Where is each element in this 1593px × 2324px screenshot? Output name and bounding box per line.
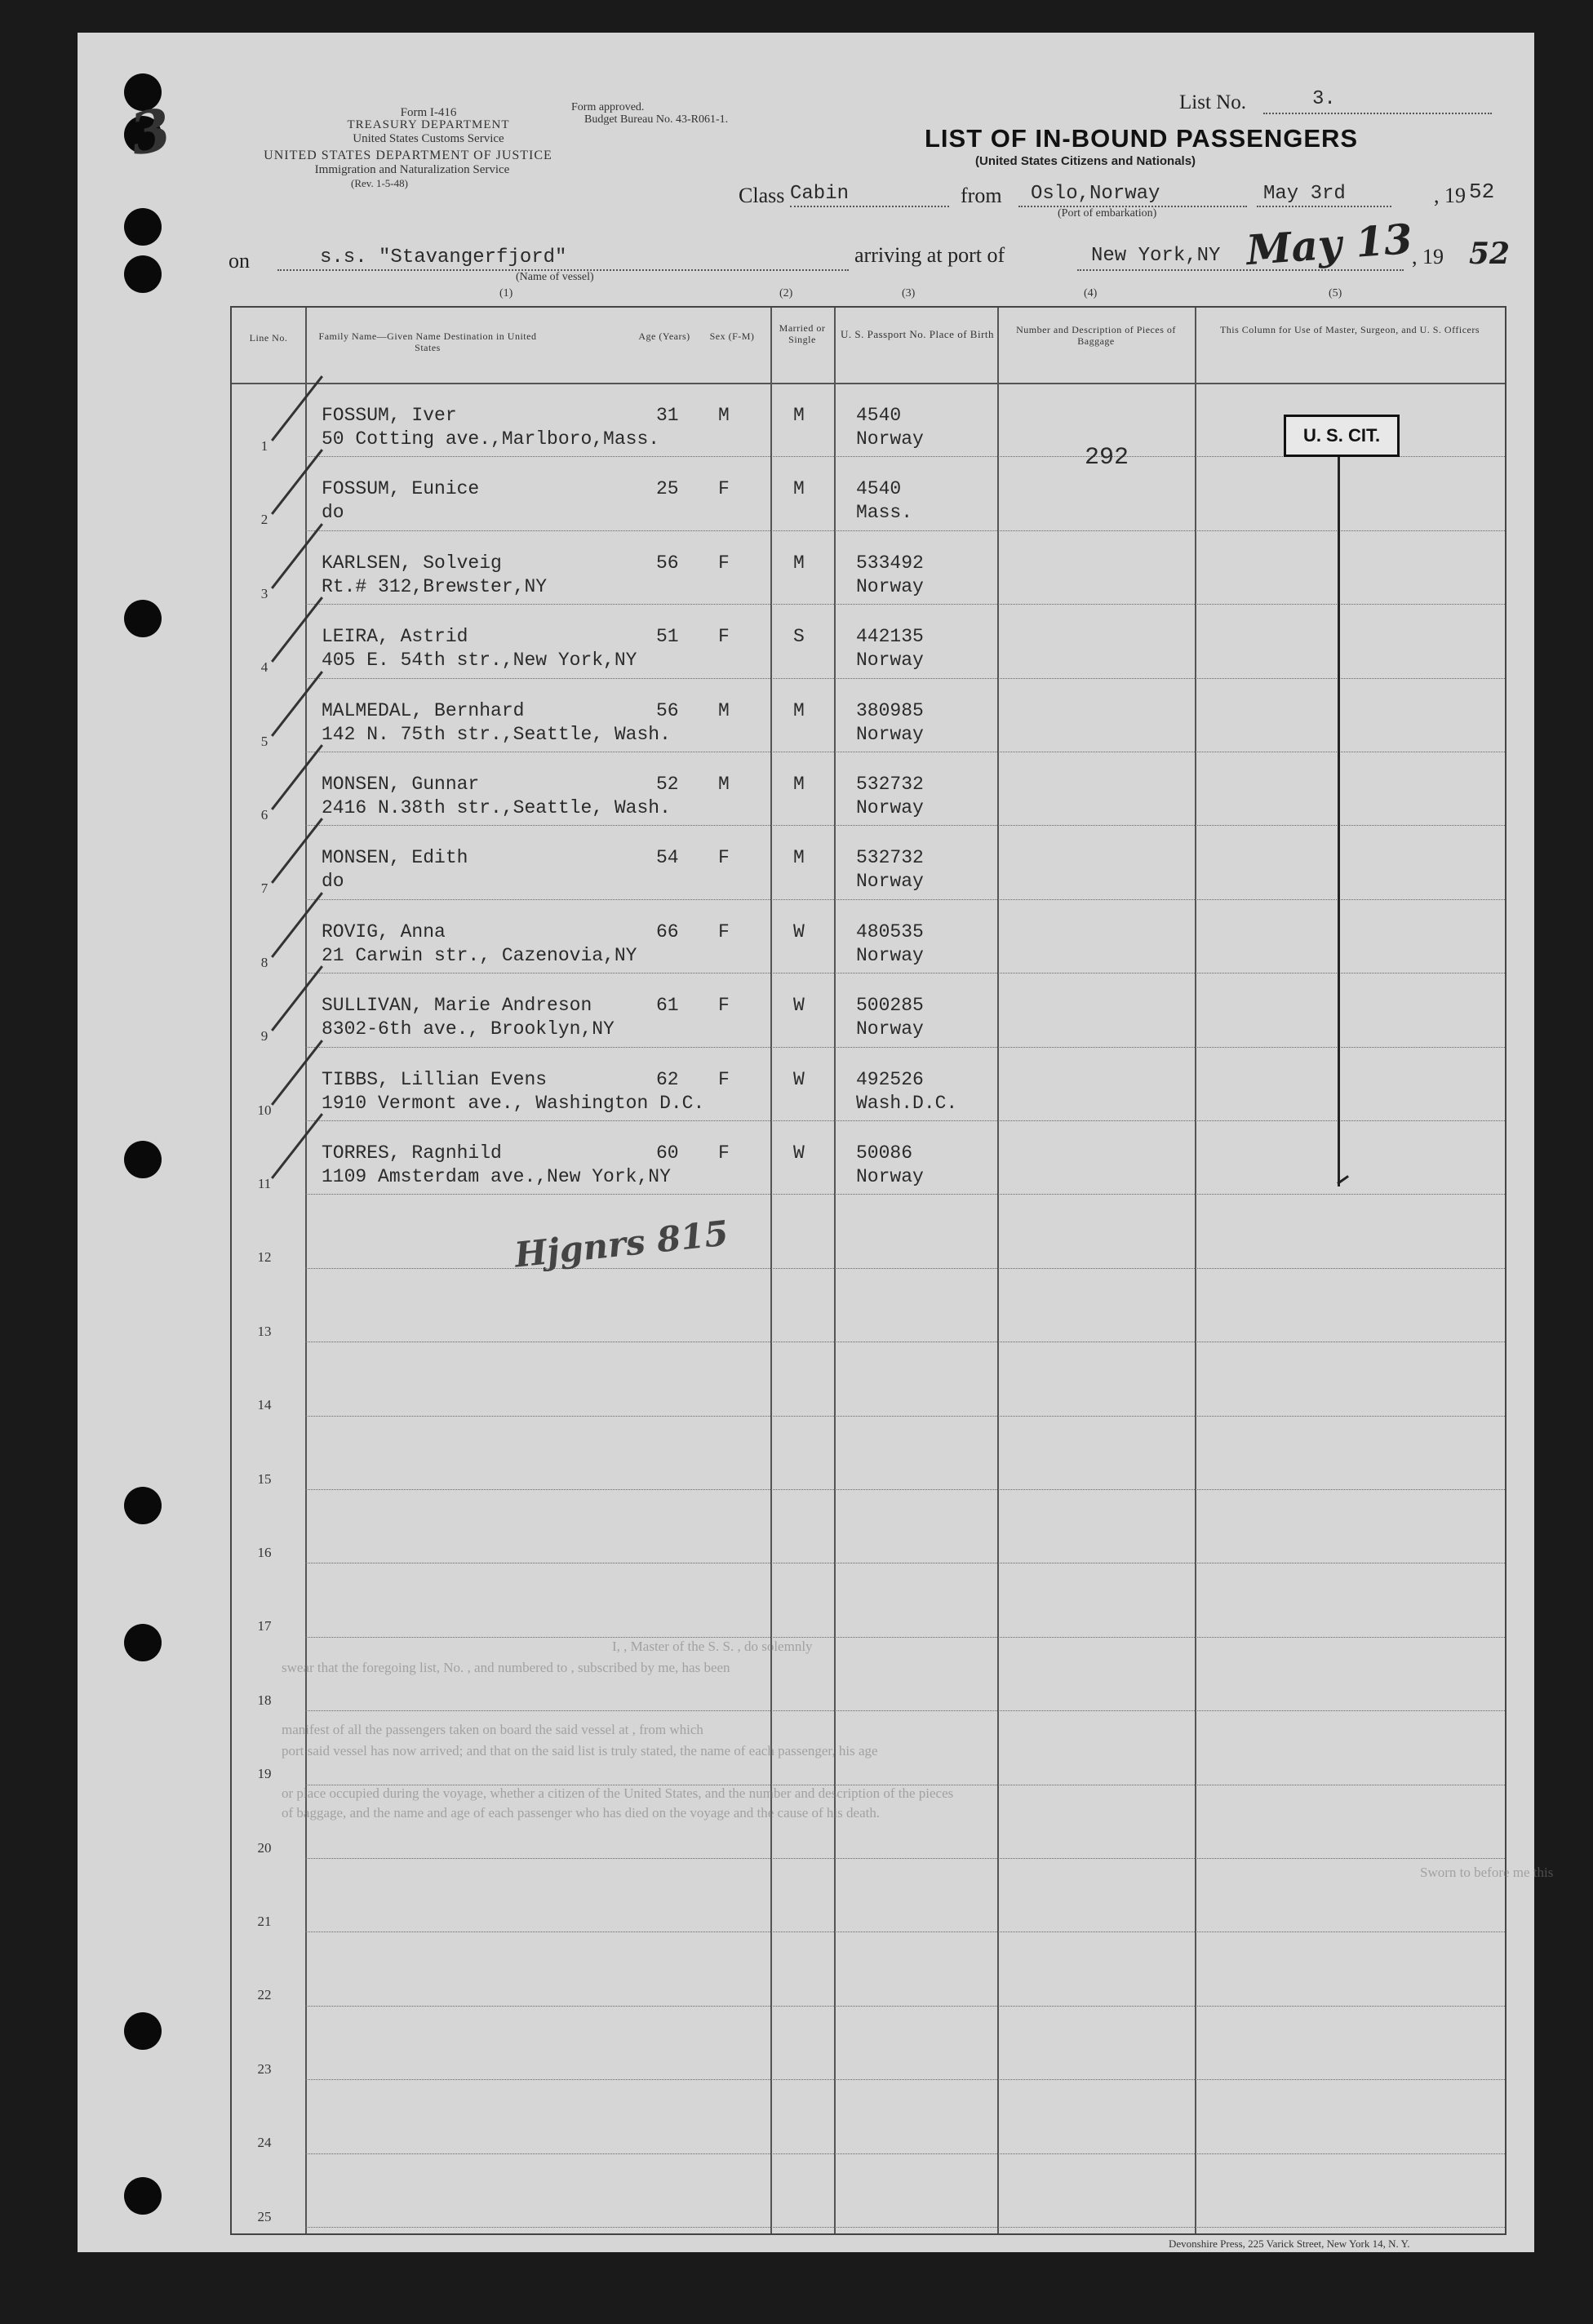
arrive-year-prefix: , 19: [1412, 245, 1444, 268]
place-of-birth: Norway: [856, 944, 924, 966]
passenger-sex: F: [718, 1142, 730, 1164]
check-mark: [271, 1040, 323, 1106]
passenger-name: TIBBS, Lillian Evens: [322, 1068, 548, 1090]
page-subtitle: (United States Citizens and Nationals): [975, 154, 1196, 168]
passenger-name: ROVIG, Anna: [322, 920, 446, 942]
oath-line-1: I, , Master of the S. S. , do solemnly: [612, 1639, 813, 1654]
passenger-destination: 50 Cotting ave.,Marlboro,Mass.: [322, 428, 660, 450]
passenger-sex: F: [718, 552, 730, 574]
header-age: Age (Years): [638, 330, 690, 342]
check-mark: [271, 523, 323, 589]
passenger-sex: F: [718, 920, 730, 942]
place-of-birth: Norway: [856, 797, 924, 818]
passport-number: 492526: [856, 1068, 924, 1090]
passenger-sex: F: [718, 847, 730, 869]
page-title: LIST OF IN-BOUND PASSENGERS: [925, 124, 1359, 153]
passenger-destination: 142 N. 75th str.,Seattle, Wash.: [322, 723, 671, 745]
line-number: 20: [257, 1839, 272, 1856]
check-mark: [271, 818, 323, 885]
punch-hole: [124, 600, 162, 637]
on-label: on: [229, 249, 250, 273]
passenger-age: 60: [656, 1142, 679, 1164]
oath-line-3: manifest of all the passengers taken on board the said vessel at , from which: [282, 1722, 703, 1737]
passenger-sex: F: [718, 1068, 730, 1090]
place-of-birth: Norway: [856, 723, 924, 745]
passenger-marital: M: [793, 405, 805, 426]
line-number: 22: [257, 1987, 272, 2003]
passenger-name: FOSSUM, Iver: [322, 405, 457, 426]
passenger-age: 31: [656, 405, 679, 426]
row-rule: [305, 530, 1505, 531]
line-number: 17: [257, 1618, 272, 1634]
passport-number: 442135: [856, 626, 924, 648]
line-number: 19: [257, 1766, 272, 1782]
passenger-marital: M: [793, 478, 805, 500]
punch-hole: [124, 1487, 162, 1524]
place-of-birth: Norway: [856, 428, 924, 450]
printer-footer: Devonshire Press, 225 Varick Street, New York 14, N. Y.: [1169, 2238, 1410, 2250]
margin-mark: 3: [125, 95, 176, 169]
passport-number: 380985: [856, 699, 924, 721]
port-embarkation: Oslo,Norway: [1031, 183, 1160, 205]
passenger-marital: W: [793, 995, 805, 1017]
check-mark: [271, 375, 323, 441]
line-number: 2: [260, 512, 268, 528]
passenger-marital: M: [793, 699, 805, 721]
port-embarkation-note: (Port of embarkation): [1058, 207, 1157, 220]
passport-number: 4540: [856, 405, 902, 426]
passenger-destination: 21 Carwin str., Cazenovia,NY: [322, 944, 637, 966]
line-number: 14: [257, 1397, 272, 1413]
passenger-age: 52: [656, 774, 679, 795]
row-rule: [305, 1931, 1505, 1932]
passport-number: 480535: [856, 920, 924, 942]
check-mark: [271, 965, 323, 1031]
baggage-total: 292: [1085, 444, 1129, 472]
row-rule: [305, 899, 1505, 900]
passenger-destination: 405 E. 54th str.,New York,NY: [322, 650, 637, 672]
passport-number: 4540: [856, 478, 902, 500]
punch-hole: [124, 2012, 162, 2050]
place-of-birth: Norway: [856, 575, 924, 597]
passenger-destination: do: [322, 502, 344, 524]
passport-number: 500285: [856, 995, 924, 1017]
punch-hole: [124, 2177, 162, 2215]
passenger-name: MONSEN, Gunnar: [322, 774, 480, 795]
place-of-birth: Wash.D.C.: [856, 1092, 958, 1114]
list-no-label: List No.: [1179, 91, 1246, 113]
row-rule: [305, 2227, 1505, 2228]
passenger-age: 61: [656, 995, 679, 1017]
line-number: 9: [260, 1028, 268, 1044]
check-mark: [271, 450, 323, 516]
row-rule: [305, 1120, 1505, 1121]
row-rule: [305, 2006, 1505, 2007]
row-rule: [305, 604, 1505, 605]
row-rule: [305, 1268, 1505, 1269]
line-number: 5: [260, 733, 268, 749]
departure-date: May 3rd: [1263, 183, 1346, 205]
line-number: 10: [257, 1102, 272, 1118]
header-name: Family Name—Given Name Destination in United States: [318, 330, 537, 353]
revision-date: (Rev. 1-5-48): [351, 177, 408, 189]
passport-number: 532732: [856, 774, 924, 795]
treasury-dept: TREASURY DEPARTMENT: [347, 118, 510, 131]
header-officers: This Column for Use of Master, Surgeon, and U. S. Officers: [1219, 324, 1480, 335]
oath-line-5: or place occupied during the voyage, whether a citizen of the United States, and the number and description of the pieces: [282, 1785, 954, 1801]
passenger-sex: M: [718, 774, 730, 795]
passenger-name: LEIRA, Astrid: [322, 626, 468, 648]
header-baggage: Number and Description of Pieces of Baggage: [1016, 324, 1176, 347]
passenger-age: 66: [656, 920, 679, 942]
row-rule: [305, 973, 1505, 974]
passenger-destination: Rt.# 312,Brewster,NY: [322, 575, 548, 597]
passenger-marital: S: [793, 626, 805, 648]
header-passport: U. S. Passport No. Place of Birth: [840, 328, 995, 340]
passenger-table: [230, 306, 1506, 2235]
passenger-age: 51: [656, 626, 679, 648]
line-number: 18: [257, 1692, 272, 1708]
passenger-marital: W: [793, 1068, 805, 1090]
line-number: 12: [257, 1249, 272, 1266]
passenger-name: MALMEDAL, Bernhard: [322, 699, 525, 721]
col-num-4: (4): [1084, 287, 1098, 299]
passenger-sex: M: [718, 405, 730, 426]
row-rule: [305, 1047, 1505, 1048]
line-number: 1: [260, 438, 268, 454]
arrival-port: New York,NY: [1091, 245, 1221, 267]
row-rule: [305, 1194, 1505, 1195]
passenger-name: MONSEN, Edith: [322, 847, 468, 869]
check-mark: [271, 744, 323, 810]
line-number: 4: [260, 659, 268, 676]
oath-line-4: port said vessel has now arrived; and that on the said list is truly stated, the name of each passenger, his age: [282, 1743, 878, 1759]
line-number: 21: [257, 1914, 272, 1929]
passport-number: 532732: [856, 847, 924, 869]
oath-line-6: of baggage, and the name and age of each passenger who has died on the voyage and the cause of his death.: [282, 1805, 881, 1821]
passenger-age: 25: [656, 478, 679, 500]
justice-dept: UNITED STATES DEPARTMENT OF JUSTICE: [264, 149, 552, 162]
col-num-2: (2): [779, 287, 793, 299]
passenger-age: 56: [656, 699, 679, 721]
passenger-marital: W: [793, 920, 805, 942]
passenger-name: TORRES, Ragnhild: [322, 1142, 502, 1164]
arriving-label: arriving at port of: [854, 243, 1005, 267]
place-of-birth: Mass.: [856, 502, 913, 524]
passenger-marital: M: [793, 774, 805, 795]
place-of-birth: Norway: [856, 1018, 924, 1040]
passenger-name: KARLSEN, Solveig: [322, 552, 502, 574]
line-number: 6: [260, 807, 268, 823]
officers-bracket-line: [1338, 456, 1340, 1186]
passenger-age: 54: [656, 847, 679, 869]
place-of-birth: Norway: [856, 871, 924, 893]
line-number: 16: [257, 1545, 272, 1560]
passenger-sex: F: [718, 626, 730, 648]
passenger-name: FOSSUM, Eunice: [322, 478, 480, 500]
check-mark: [271, 892, 323, 958]
passenger-destination: do: [322, 871, 344, 893]
line-number: 15: [257, 1470, 272, 1487]
row-rule: [305, 1710, 1505, 1711]
arrival-date: May 13: [1245, 214, 1414, 275]
line-number: 23: [257, 2060, 272, 2077]
oath-line-7: Sworn to before me this: [1420, 1865, 1554, 1880]
passenger-destination: 1109 Amsterdam ave.,New York,NY: [322, 1166, 671, 1187]
passenger-sex: F: [718, 478, 730, 500]
passport-number: 533492: [856, 552, 924, 574]
header-line-no: Line No.: [249, 332, 288, 344]
check-mark: [271, 1113, 323, 1179]
col-num-3: (3): [902, 287, 916, 299]
line-number: 11: [257, 1176, 272, 1191]
depart-year-prefix: , 19: [1434, 184, 1466, 207]
passenger-age: 62: [656, 1068, 679, 1090]
passenger-destination: 1910 Vermont ave., Washington D.C.: [322, 1092, 705, 1114]
passenger-destination: 8302-6th ave., Brooklyn,NY: [322, 1018, 615, 1040]
row-rule: [305, 825, 1505, 826]
budget-bureau: Budget Bureau No. 43-R061-1.: [584, 113, 729, 126]
row-rule: [305, 2153, 1505, 2154]
place-of-birth: Norway: [856, 650, 924, 672]
line-number: 8: [260, 954, 268, 970]
header-sex: Sex (F-M): [709, 330, 755, 342]
header-married: Married or Single: [779, 322, 826, 345]
vessel-name: s.s. "Stavangerfjord": [320, 246, 567, 268]
line-number: 7: [260, 880, 268, 897]
punch-hole: [124, 208, 162, 246]
line-number: 13: [257, 1323, 272, 1339]
arrival-year: 52: [1469, 237, 1511, 271]
line-number: 24: [257, 2135, 272, 2151]
line-number: 25: [257, 2208, 272, 2224]
col-num-5: (5): [1329, 287, 1342, 299]
class-label: Class: [739, 184, 785, 207]
passenger-age: 56: [656, 552, 679, 574]
row-rule: [305, 1858, 1505, 1859]
passenger-sex: F: [718, 995, 730, 1017]
oath-line-2: swear that the foregoing list, No. , and numbered to , subscribed by me, has been: [282, 1660, 730, 1675]
list-no-value: 3.: [1312, 88, 1336, 110]
ins-service: Immigration and Naturalization Service: [314, 163, 510, 176]
passenger-name: SULLIVAN, Marie Andreson: [322, 995, 592, 1017]
inspector-signature: Hjgnrs 815: [513, 1213, 730, 1275]
passenger-marital: W: [793, 1142, 805, 1164]
place-of-birth: Norway: [856, 1166, 924, 1187]
form-approved: Form approved.: [571, 101, 645, 113]
punch-hole: [124, 255, 162, 293]
class-value: Cabin: [790, 183, 850, 205]
passport-number: 50086: [856, 1142, 913, 1164]
col-num-1: (1): [499, 287, 513, 299]
row-rule: [305, 1416, 1505, 1417]
passenger-destination: 2416 N.38th str.,Seattle, Wash.: [322, 797, 671, 818]
row-rule: [305, 1637, 1505, 1638]
passenger-marital: M: [793, 847, 805, 869]
check-mark: [271, 671, 323, 737]
row-rule: [305, 2079, 1505, 2080]
from-label: from: [961, 184, 1002, 207]
line-number: 3: [260, 585, 268, 601]
form-number: Form I-416: [400, 106, 457, 119]
passenger-sex: M: [718, 699, 730, 721]
customs-service: United States Customs Service: [353, 132, 504, 145]
check-mark: [271, 597, 323, 663]
us-citizen-stamp: U. S. CIT.: [1284, 415, 1400, 457]
passenger-marital: M: [793, 552, 805, 574]
row-rule: [305, 1489, 1505, 1490]
vessel-name-note: (Name of vessel): [516, 271, 594, 283]
punch-hole: [124, 1141, 162, 1178]
row-rule: [305, 678, 1505, 679]
punch-hole: [124, 1624, 162, 1661]
departure-year: 52: [1469, 180, 1495, 204]
